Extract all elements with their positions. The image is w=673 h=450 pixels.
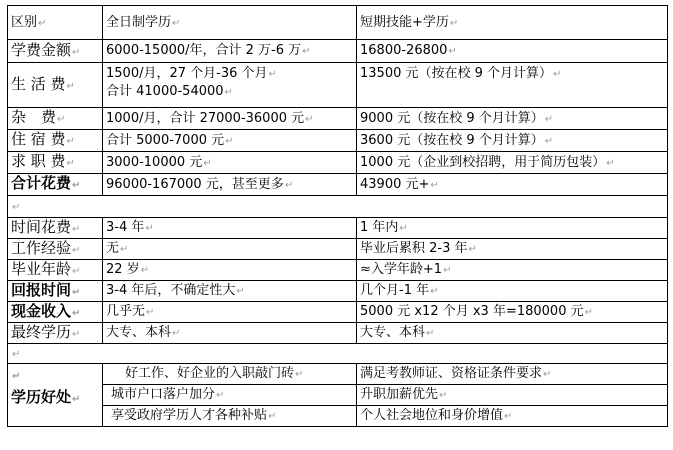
header-cell: 区别↵ [8, 6, 103, 40]
empty-cell: ↵ [8, 344, 668, 364]
short-term-cell: 几个月-1 年↵ [357, 281, 668, 302]
full-time-cell: 96000-167000 元，甚至更多↵ [103, 174, 357, 196]
row-label: 学费金额↵ [8, 40, 103, 63]
row-label: 时间花费↵ [8, 218, 103, 239]
short-term-cell: 个人社会地位和身价增值↵ [357, 406, 668, 427]
row-label: 回报时间↵ [8, 281, 103, 302]
comparison-table [7, 5, 668, 427]
full-time-cell: 合计 5000-7000 元↵ [103, 130, 357, 152]
comparison-document [7, 5, 667, 427]
short-term-cell: 1000 元（企业到校招聘，用于简历包装）↵ [357, 152, 668, 174]
short-term-cell: 1 年内↵ [357, 218, 668, 239]
header-cell: 短期技能+学历↵ [357, 6, 668, 40]
table-row [8, 239, 668, 260]
header-cell: 全日制学历↵ [103, 6, 357, 40]
row-label: 住 宿 费↵ [8, 130, 103, 152]
row-label: 生 活 费↵ [8, 63, 103, 108]
row-label: 现金收入↵ [8, 302, 103, 323]
table-row [8, 40, 668, 63]
short-term-cell: 5000 元 x12 个月 x3 年=180000 元↵ [357, 302, 668, 323]
table-header-row [8, 6, 668, 40]
row-label: 毕业年龄↵ [8, 260, 103, 281]
benefit-row [8, 385, 668, 406]
benefit-row [8, 406, 668, 427]
full-time-cell: 城市户口落户加分↵ [103, 385, 357, 406]
table-row [8, 152, 668, 174]
spacer-row [8, 344, 668, 364]
short-term-cell: 3600 元（按在校 9 个月计算）↵ [357, 130, 668, 152]
row-label: 杂 费↵ [8, 108, 103, 130]
benefits-label: ↵ 学历好处↵ [8, 364, 103, 427]
short-term-cell: 9000 元（按在校 9 个月计算）↵ [357, 108, 668, 130]
short-term-cell: 13500 元（按在校 9 个月计算）↵ [357, 63, 668, 108]
table-row-total [8, 174, 668, 196]
table-row [8, 281, 668, 302]
row-label: 工作经验↵ [8, 239, 103, 260]
short-term-cell: ≈入学年龄+1↵ [357, 260, 668, 281]
short-term-cell: 毕业后累积 2-3 年↵ [357, 239, 668, 260]
table-row [8, 218, 668, 239]
full-time-cell: 6000-15000/年，合计 2 万-6 万↵ [103, 40, 357, 63]
full-time-cell: 大专、本科↵ [103, 323, 357, 344]
empty-cell: ↵ [8, 196, 668, 218]
table-row [8, 302, 668, 323]
full-time-cell: 享受政府学历人才各种补贴↵ [103, 406, 357, 427]
full-time-cell: 3-4 年↵ [103, 218, 357, 239]
short-term-cell: 升职加薪优先↵ [357, 385, 668, 406]
full-time-cell: 1500/月，27 个月-36 个月↵ 合计 41000-54000↵ [103, 63, 357, 108]
short-term-cell: 满足考教师证、资格证条件要求↵ [357, 364, 668, 385]
row-label: 合计花费↵ [8, 174, 103, 196]
row-label: 最终学历↵ [8, 323, 103, 344]
short-term-cell: 16800-26800↵ [357, 40, 668, 63]
table-row [8, 130, 668, 152]
table-row [8, 323, 668, 344]
full-time-cell: 无↵ [103, 239, 357, 260]
spacer-row [8, 196, 668, 218]
full-time-cell: 1000/月，合计 27000-36000 元↵ [103, 108, 357, 130]
short-term-cell: 43900 元+↵ [357, 174, 668, 196]
short-term-cell: 大专、本科↵ [357, 323, 668, 344]
full-time-cell: 22 岁↵ [103, 260, 357, 281]
benefit-row [8, 364, 668, 385]
full-time-cell: 3-4 年后，不确定性大↵ [103, 281, 357, 302]
full-time-cell: 3000-10000 元↵ [103, 152, 357, 174]
row-label: 求 职 费↵ [8, 152, 103, 174]
table-row [8, 260, 668, 281]
table-row [8, 63, 668, 108]
full-time-cell: 好工作、好企业的入职敲门砖↵ [103, 364, 357, 385]
table-row [8, 108, 668, 130]
full-time-cell: 几乎无↵ [103, 302, 357, 323]
